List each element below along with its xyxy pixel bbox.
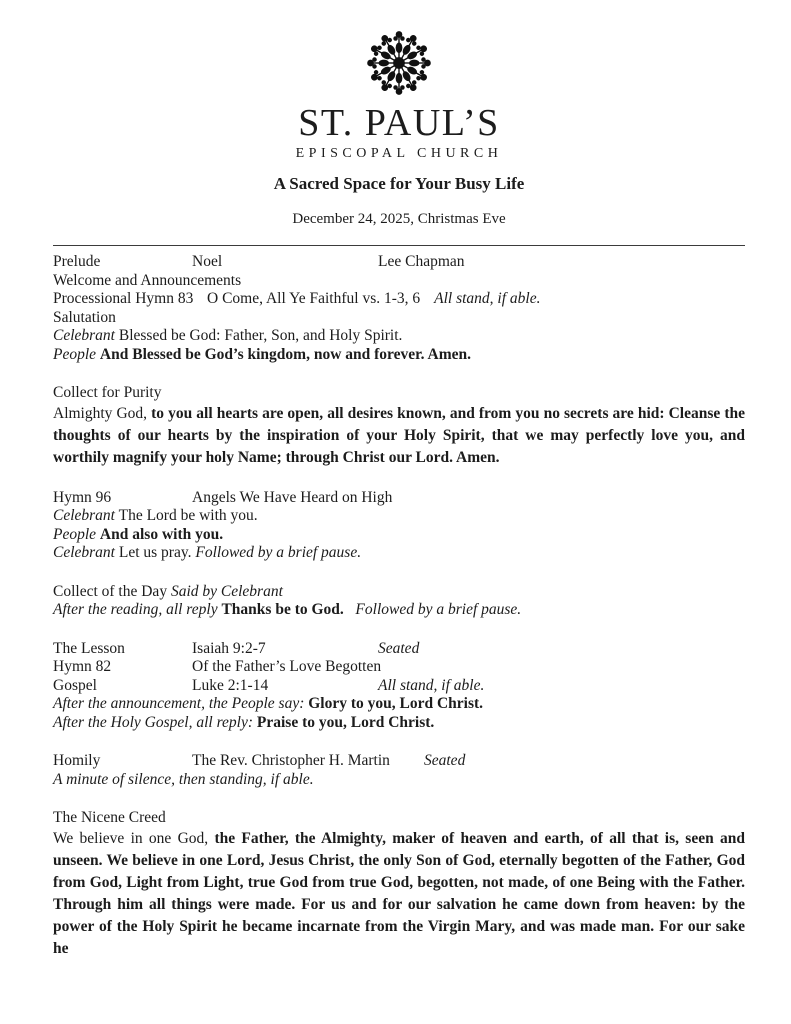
lesson-row bbox=[53, 640, 745, 659]
homily-silence-line bbox=[53, 771, 745, 790]
gospel-row bbox=[53, 677, 745, 696]
prelude-row bbox=[53, 253, 745, 272]
collect-of-day-reply-line bbox=[53, 601, 745, 620]
welcome-label: Welcome and Announcements bbox=[53, 271, 242, 289]
gospel-announce-lead: After the announcement, the People say: bbox=[53, 695, 305, 712]
creed-lead: We believe in one God, bbox=[53, 829, 209, 847]
homily-rubric: Seated bbox=[424, 752, 466, 769]
rose-window-icon bbox=[360, 24, 438, 102]
dialogue-line-2-response: And also with you. bbox=[99, 525, 224, 543]
hymn-82-label: Hymn 82 bbox=[53, 658, 112, 675]
celebrant-speaker-label: Celebrant bbox=[53, 507, 115, 524]
people-speaker-label: People bbox=[53, 525, 97, 543]
welcome-row bbox=[53, 272, 745, 291]
service-date: December 24, 2025, Christmas Eve bbox=[292, 211, 506, 227]
gospel-reply-lead: After the Holy Gospel, all reply: bbox=[53, 713, 254, 731]
celebrant-speaker-label: Celebrant bbox=[53, 327, 115, 344]
prelude-musician: Lee Chapman bbox=[378, 253, 465, 270]
collect-for-purity-section bbox=[53, 384, 745, 469]
collect-purity-lead: Almighty God, bbox=[53, 404, 148, 422]
prelude-label: Prelude bbox=[53, 253, 101, 270]
homily-row bbox=[53, 752, 745, 771]
prelude-title: Noel bbox=[192, 253, 223, 270]
collect-of-day-pause-rubric: Followed by a brief pause. bbox=[355, 601, 522, 618]
salutation-celebrant-line bbox=[53, 327, 745, 346]
processional-label: Processional Hymn 83 bbox=[53, 290, 194, 307]
hymn-96-title: Angels We Have Heard on High bbox=[192, 488, 393, 506]
collect-of-day-heading-line bbox=[53, 583, 745, 602]
lesson-rubric: Seated bbox=[378, 639, 420, 657]
homily-section bbox=[53, 752, 745, 789]
homily-preacher: The Rev. Christopher H. Martin bbox=[192, 752, 390, 769]
creed-heading: The Nicene Creed bbox=[53, 809, 166, 826]
tagline: A Sacred Space for Your Busy Life bbox=[273, 174, 525, 193]
salutation-people-line bbox=[53, 346, 745, 365]
creed-text bbox=[53, 828, 745, 960]
gospel-reply-line bbox=[53, 714, 745, 733]
collect-of-day-heading-rubric: Said by Celebrant bbox=[170, 582, 283, 600]
processional-rubric: All stand, if able. bbox=[434, 290, 541, 307]
church-subtitle: EPISCOPAL CHURCH bbox=[295, 146, 503, 161]
salutation-section bbox=[53, 309, 745, 365]
gospel-label: Gospel bbox=[53, 676, 97, 694]
collect-of-day-section bbox=[53, 583, 745, 620]
salutation-heading: Salutation bbox=[53, 308, 116, 326]
dialogue-section bbox=[53, 507, 745, 563]
gospel-section bbox=[53, 677, 745, 733]
celebrant-speaker-label: Celebrant bbox=[53, 544, 115, 561]
collect-of-day-heading: Collect of the Day bbox=[53, 582, 168, 600]
gospel-announce-line bbox=[53, 695, 745, 714]
processional-hymn-row bbox=[53, 290, 745, 309]
creed-body: the Father, the Almighty, maker of heaven and earth, of all that is, seen and unseen. We believe in one Lord, Jesus Christ, the only Son of God, eternally begotten of the Father, God from God, Light from Light, true God from true God, begotten, not made, of one Being with the Father. Through him all things were made. For us and for our salvation he came down from heaven: by the power of the Holy Spirit he became incarnate from the Virgin Mary, and was made man. For our sake he bbox=[53, 829, 745, 957]
nicene-creed-section bbox=[53, 809, 745, 960]
gospel-rubric: All stand, if able. bbox=[378, 676, 485, 694]
lesson-label: The Lesson bbox=[53, 639, 125, 657]
dialogue-line-2 bbox=[53, 526, 745, 545]
people-response: And Blessed be God’s kingdom, now and forever. Amen. bbox=[99, 345, 471, 363]
hymn-82-title: Of the Father’s Love Begotten bbox=[192, 658, 382, 675]
dialogue-line-1-text: The Lord be with you. bbox=[118, 507, 258, 524]
masthead bbox=[53, 24, 745, 228]
dialogue-line-1 bbox=[53, 507, 745, 526]
divider-rule bbox=[53, 245, 745, 246]
hymn-82-row bbox=[53, 658, 745, 677]
gospel-reply-response: Praise to you, Lord Christ. bbox=[256, 713, 435, 731]
dialogue-line-3-text: Let us pray. bbox=[118, 544, 192, 561]
church-name: ST. PAUL’S bbox=[298, 102, 500, 144]
hymn-96-label: Hymn 96 bbox=[53, 488, 112, 506]
collect-of-day-reply: Thanks be to God. bbox=[221, 601, 344, 618]
homily-label: Homily bbox=[53, 752, 101, 769]
homily-silence-rubric: A minute of silence, then standing, if able. bbox=[53, 770, 314, 788]
collect-purity-body: to you all hearts are open, all desires known, and from you no secrets are hid: Cleanse the thoughts of our hearts by the inspiration of your Holy Spirit, that we may perfectly love you, and worthily magnify your holy Name; through Christ our Lord. Amen. bbox=[53, 404, 746, 466]
dialogue-line-3-rubric: Followed by a brief pause. bbox=[195, 544, 362, 561]
collect-of-day-reply-lead: After the reading, all reply bbox=[53, 601, 218, 618]
service-program bbox=[53, 253, 745, 960]
processional-title: O Come, All Ye Faithful vs. 1-3, 6 bbox=[207, 290, 421, 307]
gospel-reference: Luke 2:1-14 bbox=[192, 676, 269, 694]
hymn-96-row bbox=[53, 489, 745, 508]
collect-purity-text bbox=[53, 403, 745, 469]
celebrant-text: Blessed be God: Father, Son, and Holy Spirit. bbox=[118, 327, 403, 344]
gospel-announce-response: Glory to you, Lord Christ. bbox=[308, 695, 484, 712]
dialogue-line-3 bbox=[53, 544, 745, 563]
people-speaker-label: People bbox=[53, 345, 97, 363]
collect-purity-heading: Collect for Purity bbox=[53, 384, 162, 401]
lesson-reference: Isaiah 9:2-7 bbox=[192, 639, 266, 657]
